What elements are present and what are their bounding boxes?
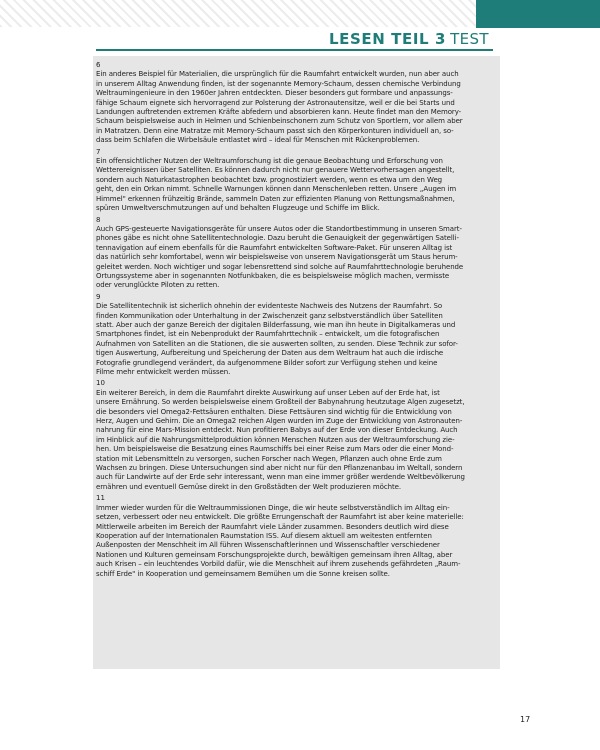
text-line: im Hinblick auf die Nahrungsmittelproduktion können Menschen Nutzen aus der Weltraumforschung zie-	[96, 435, 455, 444]
text-line: ernähren und eventuell Gemüse direkt in den Großstädten der Welt produzieren möchte.	[96, 482, 402, 491]
text-line: dass beim Schlafen die Wirbelsäule entlastet wird – ideal für Menschen mit Rückenproblemen.	[96, 136, 420, 145]
text-line: sondern auch Naturkatastrophen beobachtet bzw. prognostiziert werden, wenn es etwa um den Weg	[96, 175, 443, 184]
text-section	[96, 494, 497, 579]
text-line: geht, den ein Orkan nimmt. Schnelle Warnungen können dann Menschenleben retten. Unsere „Augen im	[96, 185, 457, 194]
text-line: Kooperation auf der Internationalen Raumstation ISS. Auf diesem aktuell am weitesten entfernten	[96, 531, 432, 540]
section-number: 6	[96, 61, 101, 69]
page-title	[329, 30, 489, 48]
section-number: 7	[96, 147, 101, 156]
text-line: Smartphones findet, ist ein Nebenprodukt der Raumfahrttechnik – entwickelt, um die fotografischen	[96, 330, 440, 339]
section-number: 10	[96, 379, 105, 388]
text-line: tennavigation auf einem ebenfalls für die Raumfahrt entwickelten Software-Paket. Für unseren Alltag ist	[96, 243, 453, 252]
text-line: Die Satellitentechnik ist sicherlich ohnehin der evidenteste Nachweis des Nutzens der Raumfahrt. So	[96, 302, 443, 311]
section-number: 11	[96, 494, 105, 503]
text-line: hen. Um beispielsweise die Besatzung eines Raumschiffs bei einer Reise zum Mars oder die einer Mond-	[96, 445, 454, 454]
text-line: Ortungssysteme aber in sogenannten Notfunkbaken, die es beispielsweise möglich machen, vermisste	[96, 271, 450, 280]
text-line: Schaum beispielsweise auch in Helmen und Schienbeinschonern zum Schutz von Sportlern, vor allem aber	[96, 117, 463, 126]
text-line: Herz, Augen und Gehirn. Die an Omega2 reichen Algen wurden im Zuge der Entwicklung von Astronauten-	[96, 417, 463, 426]
text-line: Wachsen zu bringen. Diese Untersuchungen sind aber nicht nur für den Pflanzenanbau im Weltall, sondern	[96, 464, 463, 473]
header-accent-block	[476, 0, 600, 28]
text-line: auch Krisen – ein leuchtendes Vorbild dafür, wie die Menschheit auf ihrem zusehends gefährdeten „Raum-	[96, 560, 461, 569]
text-line: schiff Erde" in Kooperation und gemeinsamem Bemühen um die Sonne kreisen sollte.	[96, 569, 390, 578]
text-line: statt. Aber auch der ganze Bereich der digitalen Bilderfassung, wie man ihn heute in Digitalkameras und	[96, 320, 456, 329]
reading-text-box	[93, 56, 500, 669]
page-title-bold: LESEN TEIL 3	[328, 30, 447, 48]
section-number: 8	[96, 215, 101, 224]
text-line: nahrung für eine Mars-Mission entdeckt. Nun profitieren Babys auf der Erde von dieser Entdeckung. Auch	[96, 426, 458, 435]
text-line: Fotografie grundlegend verändert, da aufgenommene Bilder sofort zur Verfügung stehen und keine	[96, 358, 438, 367]
text-line: Himmel" erkennen frühzeitig Brände, sammeln Daten zur effizienten Planung von Rettungsmaßnahmen,	[96, 194, 455, 203]
text-line: Immer wieder wurden für die Weltraummissionen Dinge, die wir heute selbstverständlich im Alltag ein-	[96, 503, 450, 512]
text-line: Ein offensichtlicher Nutzen der Weltraumforschung ist die genaue Beobachtung und Erforschung von	[96, 157, 443, 166]
text-line: in unserem Alltag Anwendung finden, ist der sogenannte Memory-Schaum, dessen chemische Verbindung	[96, 79, 461, 88]
text-line: spüren Umweltverschmutzungen auf und behalten Flugzeuge und Schiffe im Blick.	[96, 204, 380, 213]
text-line: phones gäbe es nicht ohne Satellitentechnologie. Dazu beruht die Genauigkeit der gegenwärtigen Satelli-	[96, 234, 459, 243]
text-line: auch für Landwirte auf der Erde sehr interessant, wenn man eine immer größer werdende Weltbevölkerung	[96, 473, 465, 482]
text-section	[96, 61, 497, 146]
section-number: 9	[96, 292, 101, 301]
text-section	[96, 216, 497, 291]
header-rule	[96, 49, 493, 51]
text-line: fähige Schaum eignete sich hervorragend zur Polsterung der Astronautensitze, weil er die bei Starts und	[96, 98, 455, 107]
text-line: das natürlich sehr komfortabel, wenn wir beispielsweise von unserem Navigationsgerät um Staus herum-	[96, 253, 458, 262]
text-line: Nationen und Kulturen gemeinsam Forschungsprojekte durch, bewältigen gemeinsam ihren Alltag, aber	[96, 550, 453, 559]
text-line: oder verunglückte Piloten zu retten.	[96, 281, 220, 290]
text-line: Aufnahmen von Satelliten an die Stationen, die sie auswerten sollten, zu senden. Diese Technik zur sofor-	[96, 339, 458, 348]
text-section	[96, 379, 497, 492]
text-line: geleitet werden. Noch wichtiger und sogar lebensrettend sind solche auf Raumfahrttechnologie beruhende	[96, 262, 464, 271]
text-line: finden Kommunikation oder Unterhaltung in der Zwischenzeit ganz selbstverständlich über Satelliten	[96, 311, 443, 320]
text-line: in Matratzen. Denn eine Matratze mit Memory-Schaum passt sich den Körperkonturen individuell an, so-	[96, 126, 454, 135]
text-section	[96, 148, 497, 214]
text-section	[96, 293, 497, 378]
text-line: Filme mehr entwickelt werden müssen.	[96, 368, 231, 376]
text-line: Auch GPS-gesteuerte Navigationsgeräte für unsere Autos oder die Standortbestimmung in unseren Smart-	[96, 224, 462, 233]
text-line: tigen Auswertung, Aufbereitung und Speicherung der Daten aus dem Weltraum hat auch die irdische	[96, 349, 444, 358]
text-line: Ein anderes Beispiel für Materialien, die ursprünglich für die Raumfahrt entwickelt wurden, nun aber auch	[96, 70, 459, 79]
page-title-light: TEST	[450, 30, 489, 48]
text-line: Außenposten der Menschheit im All führen Wissenschaftlerinnen und Wissenschaftler verschiedener	[96, 541, 440, 550]
header-hatch-pattern	[0, 0, 476, 27]
text-line: setzen, verbessert oder neu entwickelt. Die größte Errungenschaft der Raumfahrt ist aber keine materielle:	[96, 513, 464, 522]
page-header	[0, 29, 600, 49]
text-line: Ein weiterer Bereich, in dem die Raumfahrt direkte Auswirkung auf unser Leben auf der Erde hat, ist	[96, 388, 440, 397]
page-number: 17	[520, 715, 531, 724]
text-line: unsere Ernährung. So werden beispielsweise einem Großteil der Babynahrung heutzutage Algen zugesetzt,	[96, 398, 465, 407]
text-line: Landungen auftretenden extremen Kräfte abfedern und absorbieren kann. Heute findet man den Memory-	[96, 108, 462, 117]
text-line: die besonders viel Omega2-Fettsäuren enthalten. Diese Fettsäuren sind wichtig für die Entwicklung von	[96, 407, 452, 416]
text-line: Wetterereignissen über Satelliten. Es können dadurch nicht nur genauere Wettervorhersagen angestellt,	[96, 166, 455, 175]
text-line: station mit Lebensmitteln zu versorgen, suchen Forscher nach Wegen, Pflanzen auch ohne Erde zum	[96, 454, 442, 463]
text-line: Weltraumingenieure in den 1960er Jahren entdeckten. Dieser besonders gut formbare und anpassungs-	[96, 89, 453, 98]
text-line: Mittlerweile arbeiten im Bereich der Raumfahrt viele Länder zusammen. Besonders deutlich wird diese	[96, 522, 449, 531]
